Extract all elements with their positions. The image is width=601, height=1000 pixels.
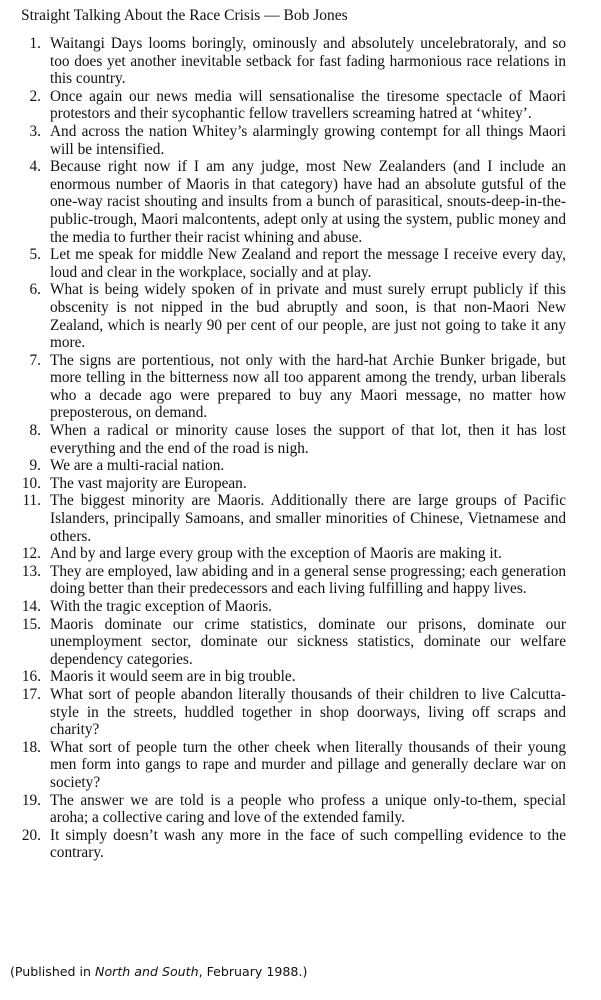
list-item-number: 18. [21, 738, 41, 756]
list-item [21, 158, 566, 246]
list-item-number: 8. [29, 422, 41, 440]
list-item-number: 16. [21, 668, 41, 686]
list-item [21, 123, 566, 158]
list-item-number: 3. [29, 122, 41, 140]
list-item-text: The answer we are told is a people who profess a unique only-to-them, special aroha; a collective caring and love of the extended family. [50, 791, 566, 827]
list-item [21, 545, 566, 563]
list-item [21, 598, 566, 616]
list-item-number: 19. [21, 791, 41, 809]
list-item [21, 827, 566, 862]
list-item [21, 35, 566, 88]
list-item [21, 88, 566, 123]
list-item [21, 563, 566, 598]
list-item-text: What sort of people abandon literally thousands of their children to live Calcutta-style in the streets, huddled together in shop doorways, living off scraps and charity? [50, 685, 566, 739]
list-item-text: What is being widely spoken of in private and must surely errupt publicly if this obscenity is not nipped in the bud abruptly and soon, is that non-Maori New Zealand, which is nearly 90 per cent of our people, are just not going to take it any more. [50, 281, 566, 352]
publication-note [10, 964, 307, 980]
list-item [21, 686, 566, 739]
publication-name: North and South [95, 964, 199, 979]
list-item [21, 281, 566, 351]
list-item-number: 2. [29, 87, 41, 105]
list-item-text: Waitangi Days looms boringly, ominously and absolutely uncelebratoraly, and so too does yet another inevitable setback for fast fading harmonious race relations in this country. [50, 35, 566, 88]
list-item-number: 15. [21, 615, 41, 633]
list-item-text: When a radical or minority cause loses the support of that lot, then it has lost everything and the end of the road is nigh. [50, 422, 566, 457]
list-item [21, 475, 566, 493]
list-item-text: Let me speak for middle New Zealand and report the message I receive every day, loud and clear in the workplace, socially and at play. [50, 246, 566, 281]
list-item-text: Maoris it would seem are in big trouble. [50, 668, 296, 686]
list-item [21, 246, 566, 281]
list-item-text: What sort of people turn the other cheek when literally thousands of their young men form into gangs to rape and murder and pillage and generally declare war on society? [50, 738, 566, 791]
list-item-number: 7. [29, 351, 41, 369]
document-title: Straight Talking About the Race Crisis — Bob Jones [21, 7, 348, 24]
list-item-text: It simply doesn’t wash any more in the face of such compelling evidence to the contrary. [50, 826, 566, 862]
list-item-text: They are employed, law abiding and in a general sense progressing; each generation doing better than their predecessors and each living fulfilling and happy lives. [50, 562, 566, 598]
list-item-text: We are a multi-racial nation. [50, 457, 225, 475]
list-item [21, 422, 566, 457]
list-item-text: And across the nation Whitey’s alarmingly growing contempt for all things Maori will be intensified. [50, 122, 566, 158]
list-item-text: Because right now if I am any judge, most New Zealanders (and I include an enormous number of Maoris in that category) have had an absolute gutsful of the one-way racist shouting and insults from a bunch of parasitical, snouts-deep-in-the-public-trough, Maori malcontents, adept only at using the system, public money and the media to further their racist whining and abuse. [50, 158, 566, 246]
list-item-number: 14. [21, 598, 41, 615]
list-item-number: 12. [21, 545, 41, 563]
list-item [21, 457, 566, 475]
list-item [21, 792, 566, 827]
numbered-list [21, 35, 566, 862]
list-item-number: 1. [29, 35, 41, 52]
publication-note-prefix: (Published in [10, 964, 96, 979]
list-item [21, 492, 566, 545]
list-item-number: 17. [21, 685, 41, 703]
list-item [21, 668, 566, 686]
list-item-number: 11. [22, 492, 41, 510]
list-item-text: The vast majority are European. [50, 474, 247, 492]
list-item-number: 13. [21, 562, 41, 580]
list-item-number: 20. [21, 826, 41, 844]
list-item-text: The biggest minority are Maoris. Additionally there are large groups of Pacific Islanders, principally Samoans, and smaller minorities of Chinese, Vietnamese and others. [50, 492, 566, 545]
list-item-number: 9. [29, 457, 41, 475]
list-item-number: 4. [29, 158, 41, 176]
list-item-number: 5. [29, 246, 41, 264]
list-item-text: The signs are portentious, not only with the hard-hat Archie Bunker brigade, but more telling in the bitterness now all too apparent among the trendy, urban liberals who a decade ago were prepared to buy any Maori message, no matter how preposterous, on demand. [50, 351, 566, 422]
list-item [21, 352, 566, 422]
list-item [21, 616, 566, 669]
list-item-text: And by and large every group with the exception of Maoris are making it. [50, 545, 502, 563]
list-item-number: 10. [21, 474, 41, 492]
list-item-text: With the tragic exception of Maoris. [50, 598, 272, 615]
list-item-text: Once again our news media will sensationalise the tiresome spectacle of Maori protestors and their sycophantic fellow travellers screaming hatred at ‘whitey’. [50, 87, 566, 123]
list-item-number: 6. [29, 281, 41, 299]
publication-note-suffix: , February 1988.) [198, 964, 308, 979]
list-item-text: Maoris dominate our crime statistics, dominate our prisons, dominate our unemployment sector, dominate our sickness statistics, dominate our welfare dependency categories. [50, 615, 566, 668]
list-item [21, 739, 566, 792]
